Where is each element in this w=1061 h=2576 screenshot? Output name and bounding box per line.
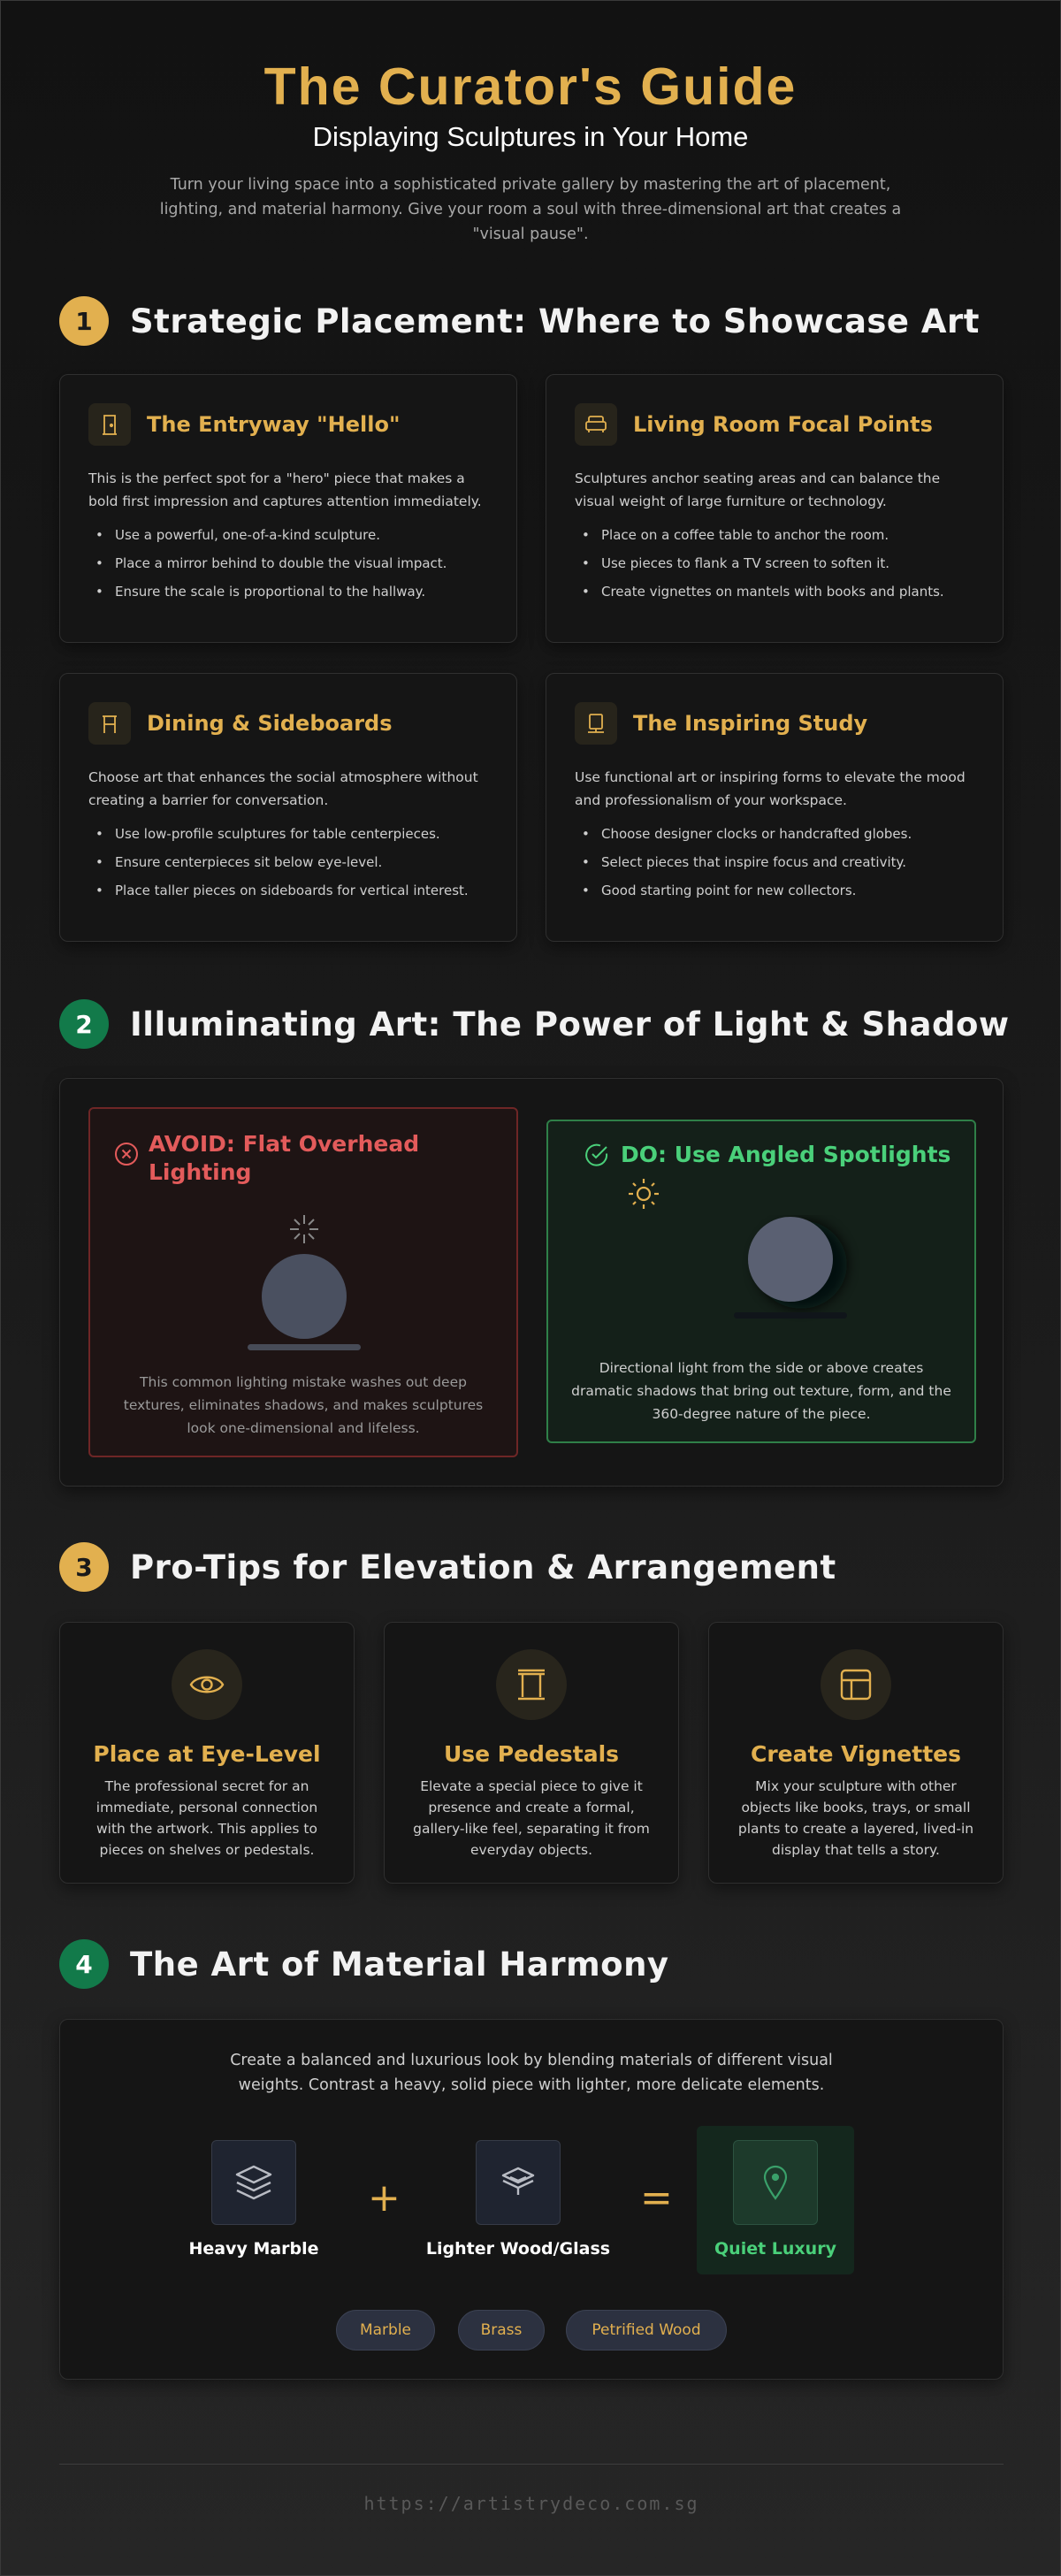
list-item: • Ensure centerpieces sit below eye-level. [88, 851, 488, 874]
tip-title: Create Vignettes [751, 1741, 961, 1767]
list-item: • Good starting point for new collectors. [575, 879, 974, 902]
material-label: Lighter Wood/Glass [425, 2239, 611, 2259]
do-panel [546, 1120, 976, 1443]
sofa-icon [575, 403, 617, 446]
card-bullets [575, 524, 974, 603]
page-title: The Curator's Guide [263, 57, 798, 116]
card-title: Dining & Sideboards [147, 711, 393, 736]
card-title: The Entryway "Hello" [147, 412, 401, 437]
list-item: • Use a powerful, one-of-a-kind sculpture. [88, 524, 488, 547]
pedestal-icon [496, 1649, 567, 1720]
section-number: 2 [59, 999, 109, 1049]
footer-divider [59, 2464, 1004, 2465]
check-circle-icon [584, 1142, 610, 1168]
section-heading-placement [59, 296, 980, 346]
placement-card-study [546, 673, 1004, 942]
stack-layers-icon [211, 2140, 296, 2225]
spotlit-sculpture-illustration [702, 1215, 879, 1330]
list-item: • Choose designer clocks or handcrafted globes. [575, 822, 974, 845]
card-bullets [575, 822, 974, 902]
material-label: Heavy Marble [188, 2239, 319, 2259]
avoid-description: This common lighting mistake washes out deep textures, eliminates shadows, and makes sculptures look one-dimensional and lifeless. [123, 1374, 484, 1436]
material-wood-glass [412, 2140, 624, 2259]
card-description: Sculptures anchor seating areas and can balance the visual weight of large furniture or technology. [575, 470, 941, 509]
footer-url[interactable]: https://artistrydeco.com.sg [363, 2493, 699, 2514]
desk-icon [575, 702, 617, 745]
material-tag: Marble [336, 2310, 435, 2351]
tip-title: Place at Eye-Level [93, 1741, 321, 1767]
placement-card-entryway [59, 374, 517, 643]
list-item: • Place a mirror behind to double the visual impact. [88, 552, 488, 575]
section-title: Pro-Tips for Elevation & Arrangement [130, 1548, 836, 1586]
material-tag: Petrified Wood [566, 2310, 727, 2351]
section-title: Strategic Placement: Where to Showcase Art [130, 302, 980, 340]
eye-icon [172, 1649, 242, 1720]
flat-lit-sculpture-illustration [216, 1212, 393, 1362]
avoid-title: AVOID: Flat Overhead Lighting [149, 1131, 420, 1185]
plus-sign: + [368, 2175, 401, 2221]
placement-card-dining [59, 673, 517, 942]
do-description: Directional light from the side or above creates dramatic shadows that bring out texture, form, and the 360-degree nature of the piece. [571, 1360, 951, 1422]
section-title: The Art of Material Harmony [130, 1945, 669, 1984]
sun-icon [626, 1176, 661, 1212]
page-header [1, 1, 1060, 247]
lighting-comparison [59, 1078, 1004, 1487]
intro-text: Turn your living space into a sophisticated private gallery by mastering the art of placement, lighting, and material harmony. Give your room a soul with three-dimensional art that creates a "visual pause". [159, 176, 902, 243]
card-title: The Inspiring Study [633, 711, 868, 736]
tip-description: Elevate a special piece to give it presence and create a formal, gallery-like feel, separating it from everyday objects. [413, 1778, 650, 1858]
do-title: DO: Use Angled Spotlights [621, 1142, 951, 1167]
list-item: • Place on a coffee table to anchor the room. [575, 524, 974, 547]
list-item: • Create vignettes on mantels with books and plants. [575, 580, 974, 603]
material-tag: Brass [458, 2310, 545, 2351]
layout-icon [821, 1649, 891, 1720]
tip-description: The professional secret for an immediate, personal connection with the artwork. This applies to pieces on shelves or pedestals. [95, 1778, 318, 1858]
section-number: 3 [59, 1542, 109, 1592]
card-description: Choose art that enhances the social atmosphere without creating a barrier for conversation. [88, 769, 478, 808]
x-circle-icon [113, 1141, 140, 1167]
equals-sign: = [640, 2175, 673, 2221]
overhead-light-icon [290, 1215, 318, 1243]
materials-intro: Create a balanced and luxurious look by blending materials of different visual weights. Contrast a heavy, solid piece with lighter, more delicate elements. [230, 2052, 833, 2094]
list-item: • Use pieces to flank a TV screen to soften it. [575, 552, 974, 575]
section-heading-materials [59, 1939, 669, 1989]
result-label: Quiet Luxury [714, 2239, 836, 2259]
tip-description: Mix your sculpture with other objects like books, trays, or small plants to create a layered, lived-in display that tells a story. [737, 1778, 974, 1858]
section-number: 1 [59, 296, 109, 346]
list-item: • Place taller pieces on sideboards for vertical interest. [88, 879, 488, 902]
material-heavy-marble [179, 2140, 329, 2259]
avoid-panel [88, 1107, 518, 1457]
list-item: • Use low-profile sculptures for table centerpieces. [88, 822, 488, 845]
card-title: Living Room Focal Points [633, 412, 933, 437]
card-description: Use functional art or inspiring forms to elevate the mood and professionalism of your workspace. [575, 769, 966, 808]
card-bullets [88, 822, 488, 902]
card-bullets [88, 524, 488, 603]
material-result-quiet-luxury [697, 2140, 854, 2259]
chair-icon [88, 702, 131, 745]
map-pin-icon [733, 2140, 818, 2225]
placement-card-living-room [546, 374, 1004, 643]
material-harmony-card [59, 2019, 1004, 2380]
section-title: Illuminating Art: The Power of Light & Shadow [130, 1005, 1010, 1043]
list-item: • Ensure the scale is proportional to the hallway. [88, 580, 488, 603]
section-heading-lighting [59, 999, 1010, 1049]
tip-title: Use Pedestals [443, 1741, 620, 1767]
entryway-icon [88, 403, 131, 446]
light-layers-icon [476, 2140, 561, 2225]
page-subtitle: Displaying Sculptures in Your Home [312, 121, 749, 152]
section-number: 4 [59, 1939, 109, 1989]
tip-card-eye-level [59, 1622, 355, 1884]
tip-card-vignettes [708, 1622, 1004, 1884]
tip-card-pedestals [384, 1622, 679, 1884]
list-item: • Select pieces that inspire focus and creativity. [575, 851, 974, 874]
card-description: This is the perfect spot for a "hero" piece that makes a bold first impression and captures attention immediately. [88, 470, 482, 509]
section-heading-tips [59, 1542, 836, 1592]
